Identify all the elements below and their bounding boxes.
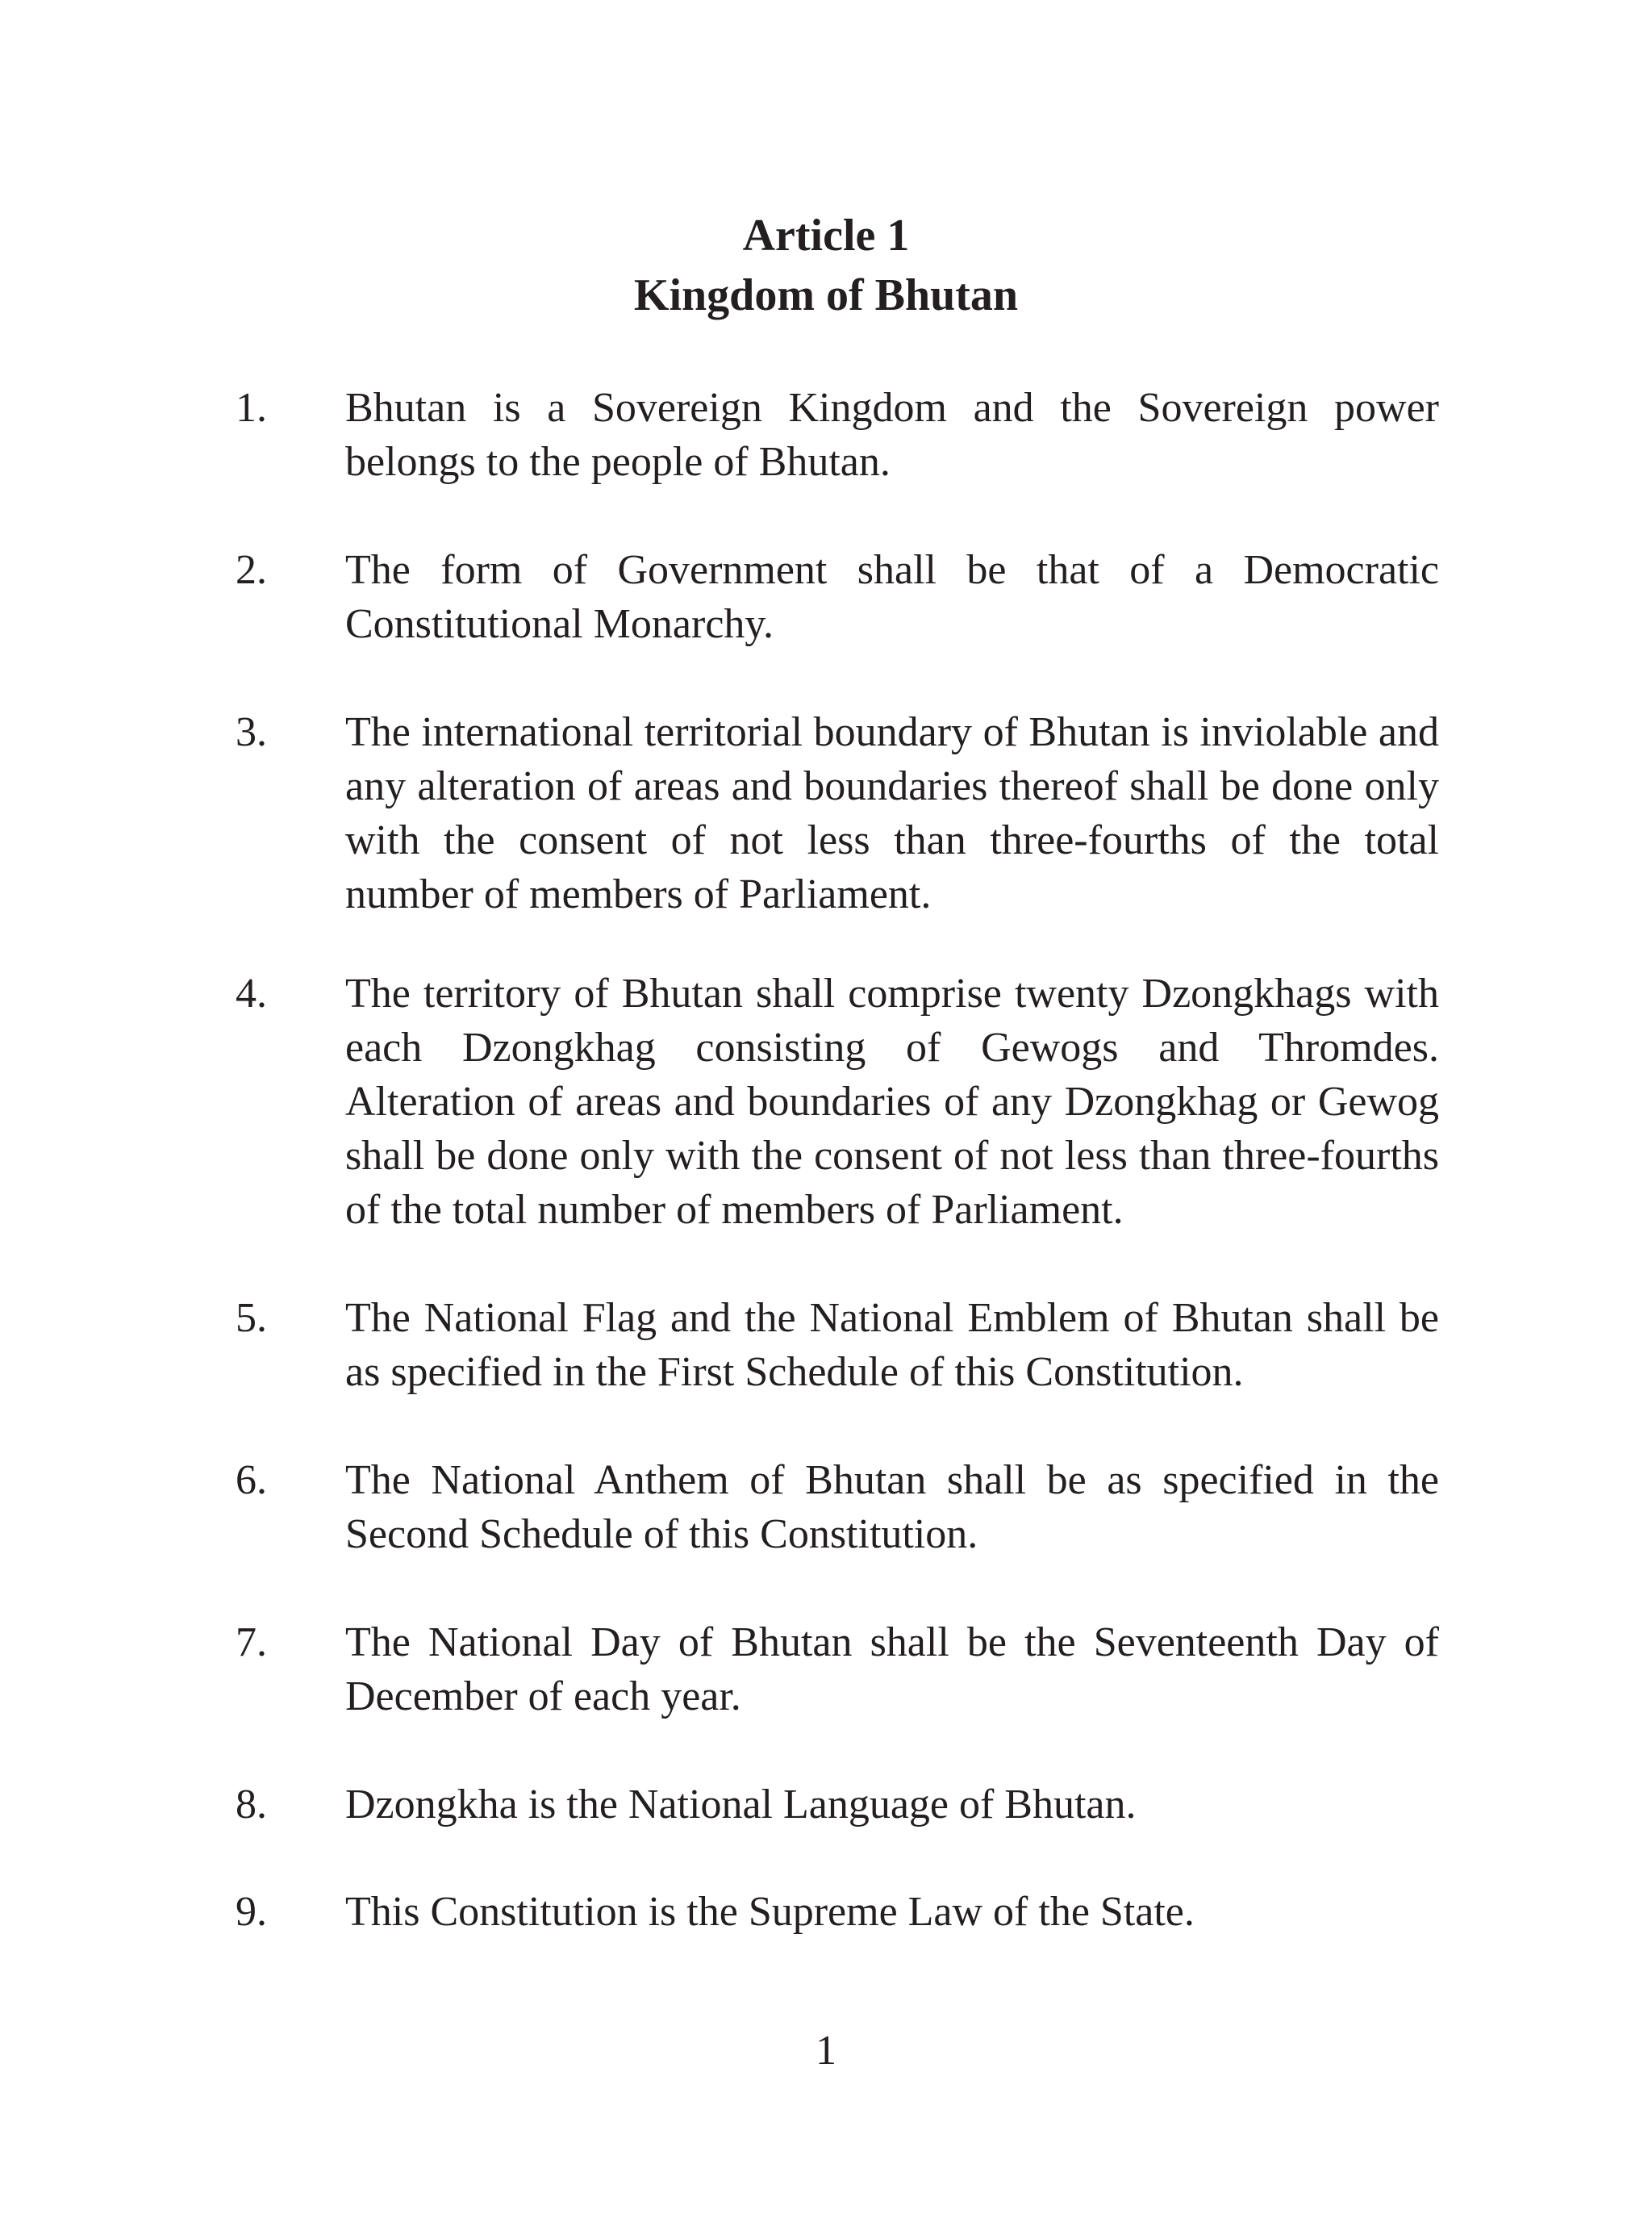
clause-text: The territory of Bhutan shall comprise twenty Dzongkhags with each Dzongkhag consisting of Gewogs and Thromdes. Alteration of areas and boundaries of any Dzongkhag or Gewog shall be done only with the consent of not less than three-fourths of the total number of members of Parliament. — [345, 971, 1439, 1233]
clause-number: 7. — [236, 1619, 267, 1665]
clause-number: 8. — [236, 1782, 267, 1828]
clause-text: This Constitution is the Supreme Law of the State. — [345, 1889, 1195, 1935]
clause-number: 2. — [236, 547, 267, 593]
page-number: 1 — [816, 2028, 836, 2074]
clause-text: The National Day of Bhutan shall be the Seventeenth Day of December of each year. — [345, 1619, 1439, 1719]
article-heading: Article 1 — [742, 211, 910, 261]
clause-number: 3. — [236, 709, 267, 755]
clause-number: 4. — [236, 971, 267, 1017]
clause-number: 5. — [236, 1295, 267, 1341]
clause-text: Bhutan is a Sovereign Kingdom and the Sovereign power belongs to the people of Bhutan. — [345, 385, 1439, 485]
clause-text: Dzongkha is the National Language of Bhutan. — [345, 1782, 1137, 1828]
clause-text: The international territorial boundary of Bhutan is inviolable and any alteration of areas and boundaries thereof shall be done only with the consent of not less than three-fourths of the total number of members of Parliament. — [345, 709, 1439, 917]
clause-number: 9. — [236, 1889, 267, 1935]
clause-number: 1. — [236, 385, 267, 431]
article-title: Kingdom of Bhutan — [633, 270, 1019, 320]
clause-text: The National Anthem of Bhutan shall be as specified in the Second Schedule of this Constitution. — [345, 1457, 1439, 1557]
clause-number: 6. — [236, 1457, 267, 1503]
clause-text: The National Flag and the National Emblem of Bhutan shall be as specified in the First Schedule of this Constitution. — [345, 1295, 1439, 1395]
clause-text: The form of Government shall be that of a Democratic Constitutional Monarchy. — [345, 547, 1439, 647]
